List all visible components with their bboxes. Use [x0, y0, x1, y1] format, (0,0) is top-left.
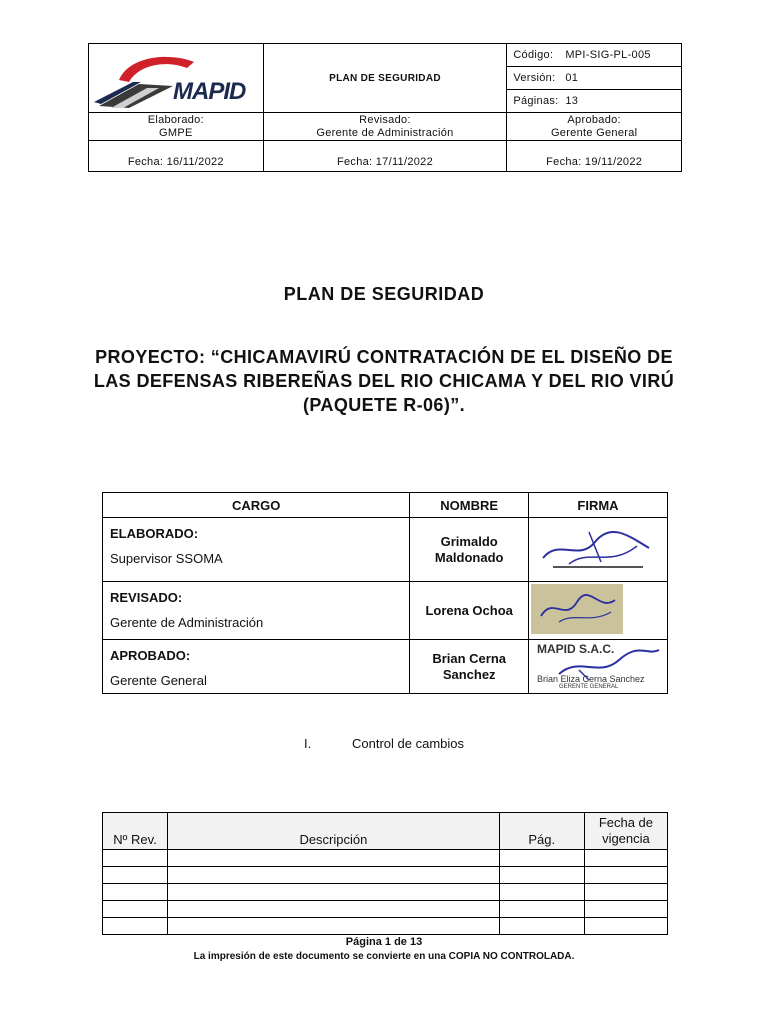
header-version: Versión: 01: [507, 67, 682, 90]
table-row: [103, 918, 668, 935]
col-header-descripcion: Descripción: [168, 813, 500, 850]
table-cell: [168, 918, 500, 935]
approval-row: [103, 518, 668, 582]
col-header-nombre: NOMBRE: [410, 493, 529, 518]
approval-row: [103, 582, 668, 640]
project-title: PROYECTO: “CHICAMAVIRÚ CONTRATACIÓN DE EL DISEÑO DE LAS DEFENSAS RIBEREÑAS DEL RIO CHICAMA Y DEL RIO VIRÚ (PAQUETE R-06)”.: [93, 347, 675, 415]
section-number: I.: [304, 736, 312, 751]
signature-stamp-cell: [529, 640, 668, 694]
role-cell: [103, 518, 410, 582]
role-label: ELABORADO:: [110, 526, 199, 541]
role-label: APROBADO:: [110, 648, 191, 663]
header-prepared: Elaborado: GMPE: [89, 113, 264, 141]
col-header-pag: Pág.: [499, 813, 584, 850]
table-cell: [168, 867, 500, 884]
table-cell: [168, 901, 500, 918]
table-cell: [584, 901, 667, 918]
table-cell: [584, 918, 667, 935]
table-cell: [168, 884, 500, 901]
logo-text: MAPID: [173, 78, 246, 105]
table-cell: [499, 884, 584, 901]
signature-cell: [529, 518, 668, 582]
col-header-cargo: CARGO: [103, 493, 410, 518]
signature-icon: [529, 582, 665, 636]
person-name: Brian Cerna Sanchez: [410, 640, 529, 694]
col-header-firma: FIRMA: [529, 493, 668, 518]
header-reviewed: Revisado: Gerente de Administración: [263, 113, 507, 141]
footer-note: La impresión de este documento se convierte en una COPIA NO CONTROLADA.: [193, 951, 575, 962]
role-position: Supervisor SSOMA: [110, 551, 223, 566]
header-date-prepared: Fecha: 16/11/2022: [89, 141, 264, 172]
table-cell: [103, 867, 168, 884]
col-header-fecha-vigencia: Fecha de vigencia: [584, 813, 667, 850]
stamp-company: MAPID S.A.C.: [537, 642, 615, 656]
table-cell: [103, 884, 168, 901]
header-doc-name: PLAN DE SEGURIDAD: [263, 44, 507, 113]
header-pages: Páginas: 13: [507, 90, 682, 113]
header-date-approved: Fecha: 19/11/2022: [507, 141, 682, 172]
role-position: Gerente General: [110, 673, 207, 688]
person-name: Grimaldo Maldonado: [410, 518, 529, 582]
table-cell: [103, 901, 168, 918]
table-cell: [499, 850, 584, 867]
table-cell: [499, 918, 584, 935]
table-row: [103, 901, 668, 918]
table-row: [103, 867, 668, 884]
table-cell: [584, 850, 667, 867]
document-title: PLAN DE SEGURIDAD: [283, 284, 485, 304]
header-approved: Aprobado: Gerente General: [507, 113, 682, 141]
signature-cell: [529, 582, 668, 640]
table-row: [103, 850, 668, 867]
section-title: Control de cambios: [352, 736, 464, 751]
stamp-title: GERENTE GENERAL: [559, 684, 619, 690]
changes-table: [102, 812, 668, 935]
role-cell: [103, 640, 410, 694]
col-header-rev: Nº Rev.: [103, 813, 168, 850]
table-cell: [103, 850, 168, 867]
page-number: Página 1 de 13: [345, 936, 423, 948]
stamp-name: Brian Eliza Cerna Sanchez: [537, 674, 645, 684]
table-cell: [584, 884, 667, 901]
changes-body: [103, 850, 668, 935]
table-cell: [499, 901, 584, 918]
person-name: Lorena Ochoa: [410, 582, 529, 640]
table-cell: [584, 867, 667, 884]
document-header-table: [88, 43, 682, 172]
header-date-reviewed: Fecha: 17/11/2022: [263, 141, 507, 172]
approvals-table: [102, 492, 668, 694]
role-cell: [103, 582, 410, 640]
logo-cell: [89, 44, 264, 113]
section-heading: [304, 736, 464, 751]
table-cell: [103, 918, 168, 935]
table-cell: [499, 867, 584, 884]
table-row: [103, 884, 668, 901]
role-label: REVISADO:: [110, 590, 183, 605]
role-position: Gerente de Administración: [110, 615, 264, 630]
signature-icon: [529, 518, 665, 578]
approval-row: [103, 640, 668, 694]
table-cell: [168, 850, 500, 867]
header-code: Código: MPI-SIG-PL-005: [507, 44, 682, 67]
